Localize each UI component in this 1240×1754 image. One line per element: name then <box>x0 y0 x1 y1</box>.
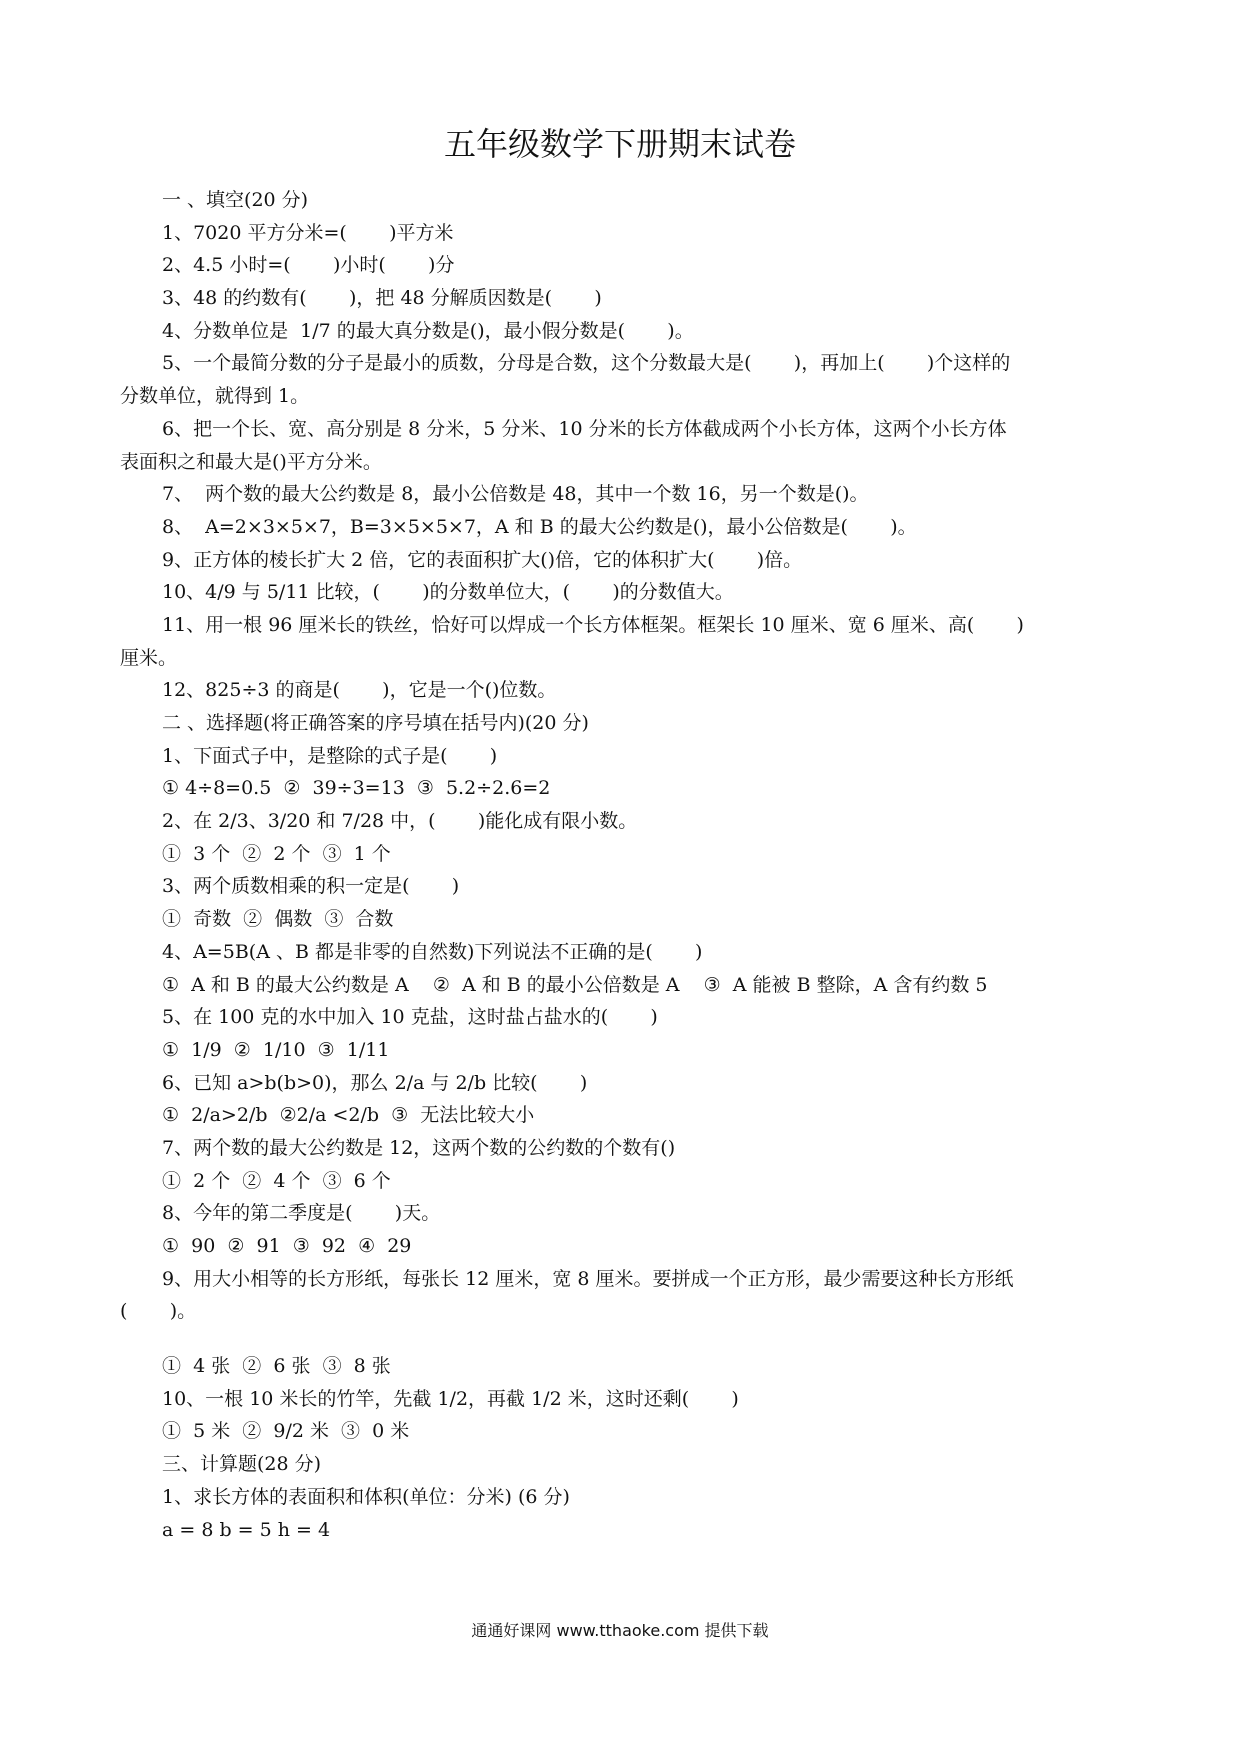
question-continuation: 分数单位，就得到 1。 <box>120 385 310 408</box>
question-line: 1、求长方体的表面积和体积(单位：分米) (6 分) <box>162 1485 570 1508</box>
question-line: 6、已知 a>b(b>0)，那么 2/a 与 2/b 比较( ) <box>162 1071 588 1094</box>
question-continuation: 厘米。 <box>120 646 178 669</box>
question-line: 9、正方体的棱长扩大 2 倍，它的表面积扩大()倍，它的体积扩大( )倍。 <box>162 548 803 571</box>
section-heading-calculation: 三、计算题(28 分) <box>162 1453 322 1476</box>
question-line: 4、分数单位是 1/7 的最大真分数是()，最小假分数是( )。 <box>162 319 694 342</box>
question-line: 5、一个最简分数的分子是最小的质数，分母是合数，这个分数最大是( )，再加上( )个这样的 <box>162 352 1011 375</box>
question-line: 7、 两个数的最大公约数是 8，最小公倍数是 48，其中一个数 16，另一个数是()。 <box>162 483 869 506</box>
question-line: 6、把一个长、宽、高分别是 8 分米，5 分米、10 分米的长方体截成两个小长方体，这两个小长方体 <box>162 417 1007 440</box>
page-title: 五年级数学下册期末试卷 <box>443 125 796 163</box>
question-line: 3、48 的约数有( )，把 48 分解质因数是( ) <box>162 287 602 310</box>
choice-options: ① 4 张 ② 6 张 ③ 8 张 <box>162 1355 391 1378</box>
choice-options: ① 1/9 ② 1/10 ③ 1/11 <box>162 1038 390 1061</box>
question-continuation: ( )。 <box>120 1300 197 1323</box>
question-line: 11、用一根 96 厘米长的铁丝，恰好可以焊成一个长方体框架。框架长 10 厘米、宽 6 厘米、高( ) <box>162 613 1024 636</box>
choice-options: ① 2 个 ② 4 个 ③ 6 个 <box>162 1169 391 1192</box>
section-heading-multiple-choice: 二 、选择题(将正确答案的序号填在括号内)(20 分) <box>162 712 589 734</box>
choice-options: ① 3 个 ② 2 个 ③ 1 个 <box>162 842 391 865</box>
question-line: 1、下面式子中，是整除的式子是( ) <box>162 744 498 767</box>
choice-options: ① A 和 B 的最大公约数是 A ② A 和 B 的最小公倍数是 A ③ A 能被 B 整除，A 含有约数 5 <box>162 973 988 996</box>
question-line: 8、今年的第二季度是( )天。 <box>162 1202 441 1225</box>
question-line: 8、 A=2×3×5×7，B=3×5×5×7，A 和 B 的最大公约数是()，最小公倍数是( )。 <box>162 515 917 538</box>
question-line: 3、两个质数相乘的积一定是( ) <box>162 875 460 898</box>
choice-options: ① 2/a>2/b ②2/a <2/b ③ 无法比较大小 <box>162 1104 535 1127</box>
choice-options: ① 90 ② 91 ③ 92 ④ 29 <box>162 1235 412 1257</box>
question-line: 2、4.5 小时=( )小时( )分 <box>162 254 455 277</box>
section-heading-fill-in: 一 、填空(20 分) <box>162 189 309 211</box>
exam-body <box>120 184 1130 1546</box>
page-footer: 通通好课网 www.tthaoke.com 提供下载 <box>471 1621 769 1640</box>
question-line: 10、一根 10 米长的竹竿，先截 1/2，再截 1/2 米，这时还剩( ) <box>162 1387 739 1410</box>
given-values: a = 8 b = 5 h = 4 <box>162 1518 331 1541</box>
choice-options: ① 5 米 ② 9/2 米 ③ 0 米 <box>162 1420 410 1443</box>
question-line: 1、7020 平方分米=( )平方米 <box>162 221 454 244</box>
question-line: 12、825÷3 的商是( )，它是一个()位数。 <box>162 679 557 702</box>
choice-options: ① 4÷8=0.5 ② 39÷3=13 ③ 5.2÷2.6=2 <box>162 777 551 800</box>
blank-gap <box>120 1328 1130 1350</box>
question-line: 9、用大小相等的长方形纸，每张长 12 厘米，宽 8 厘米。要拼成一个正方形，最少需要这种长方形纸 <box>162 1267 1014 1290</box>
question-continuation: 表面积之和最大是()平方分米。 <box>120 450 382 473</box>
question-line: 2、在 2/3、3/20 和 7/28 中，( )能化成有限小数。 <box>162 810 638 833</box>
question-line: 5、在 100 克的水中加入 10 克盐，这时盐占盐水的( ) <box>162 1006 658 1029</box>
question-line: 7、两个数的最大公约数是 12，这两个数的公约数的个数有() <box>162 1136 676 1159</box>
question-line: 10、4/9 与 5/11 比较，( )的分数单位大，( )的分数值大。 <box>162 581 734 604</box>
question-line: 4、A=5B(A 、B 都是非零的自然数)下列说法不正确的是( ) <box>162 940 703 963</box>
choice-options: ① 奇数 ② 偶数 ③ 合数 <box>162 908 394 931</box>
